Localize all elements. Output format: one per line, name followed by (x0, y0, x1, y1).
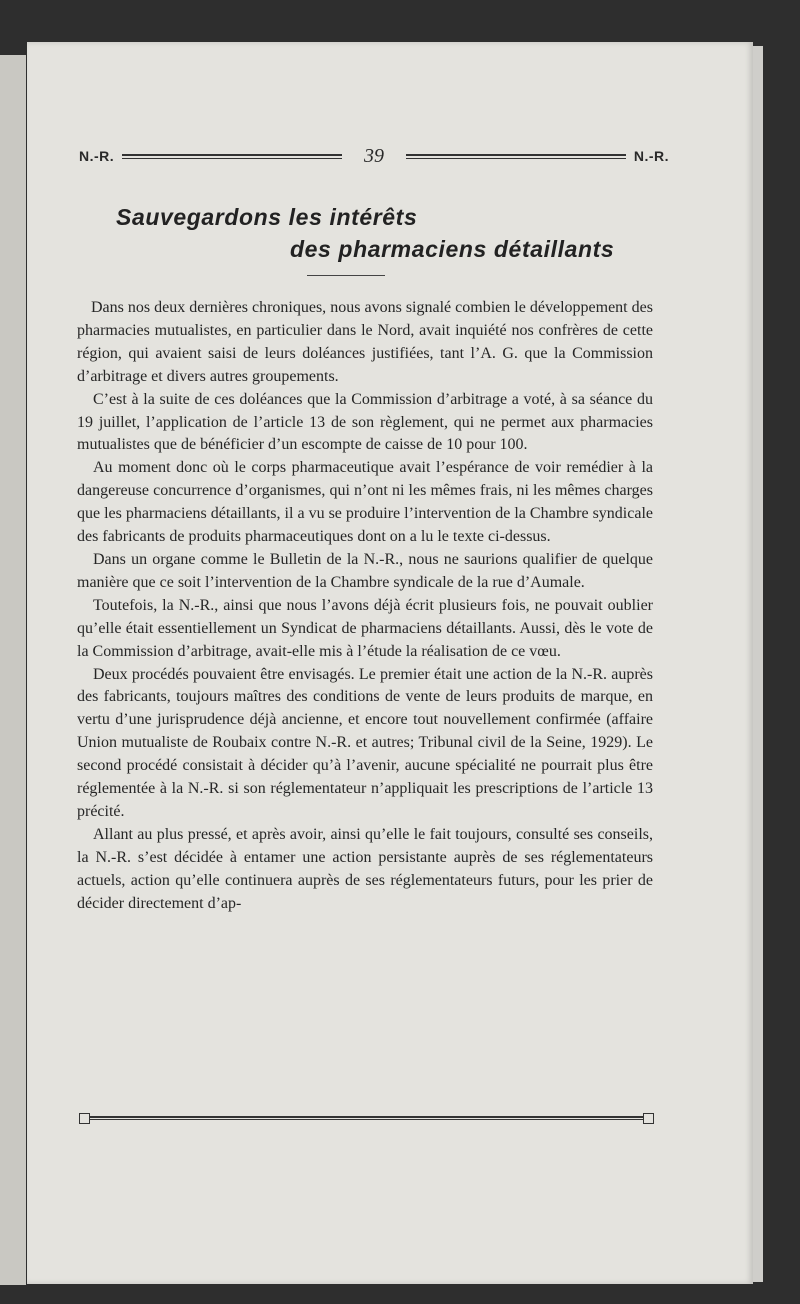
paragraph: Allant au plus pressé, et après avoir, ainsi qu’elle le fait toujours, consulté ses conseils, la N.-R. s’est décidée à entamer une action persistante auprès de ses réglementateurs actuels, action qu’elle continuera auprès de ses réglementateurs futurs, pour les prier de décider directement d’ap- (77, 825, 653, 912)
running-header (79, 144, 669, 168)
footer-rule (90, 1116, 643, 1120)
title-divider (307, 275, 385, 276)
title-line-2: des pharmaciens détaillants (290, 236, 615, 262)
footer-ornament (79, 1111, 654, 1125)
paragraph: Au moment donc où le corps pharmaceutique avait l’espérance de voir remédier à la dangereuse concurrence d’organismes, qui n’ont ni les mêmes frais, ni les mêmes charges que les pharmaciens détaillants, il a vu se produire l’intervention de la Chambre syndicale des fabricants de produits pharmaceutiques dont on a lu le texte ci-dessus. (77, 459, 653, 546)
title-line-1: Sauvegardons les intérêts (116, 204, 418, 230)
header-right-code: N.-R. (633, 148, 669, 164)
header-rule-left (122, 154, 342, 159)
article-body (77, 297, 653, 915)
page-edge (753, 46, 763, 1282)
previous-page-edge (0, 55, 26, 1285)
header-rule-right (406, 154, 626, 159)
paragraph: Dans un organe comme le Bulletin de la N.-R., nous ne saurions qualifier de quelque manière que ce soit l’intervention de la Chambre syndicale de la rue d’Aumale. (77, 550, 653, 591)
paragraph: C’est à la suite de ces doléances que la Commission d’arbitrage a voté, à sa séance du 19 juillet, l’application de l’article 13 de son règlement, qui ne permet aux pharmacies mutualistes que de bénéficier d’un escompte de caisse de 10 pour 100. (77, 390, 653, 454)
footer-square-left (79, 1113, 90, 1124)
footer-square-right (643, 1113, 654, 1124)
paragraph: Dans nos deux dernières chroniques, nous avons signalé combien le développement des pharmacies mutualistes, en particulier dans le Nord, avait inquiété nos confrères de cette région, qui avaient saisi de leurs doléances justifiées, tant l’A. G. que la Commission d’arbitrage et divers autres groupements. (77, 299, 653, 385)
header-left-code: N.-R. (79, 148, 115, 164)
page-number: 39 (364, 144, 384, 167)
paragraph: Toutefois, la N.-R., ainsi que nous l’avons déjà écrit plusieurs fois, ne pouvait oublier qu’elle était essentiellement un Syndicat de pharmaciens détaillants. Aussi, dès le vote de la Commission d’arbitrage, avait-elle mis à l’étude la réalisation de ce vœu. (77, 596, 653, 660)
paragraph: Deux procédés pouvaient être envisagés. Le premier était une action de la N.-R. auprès des fabricants, toujours maîtres des conditions de vente de leurs produits de marque, en vertu d’une jurisprudence déjà ancienne, et encore tout nouvellement confirmée (affaire Union mutualiste de Roubaix contre N.-R. et autres; Tribunal civil de la Seine, 1929). Le second procédé consistait à décider qu’à l’avenir, aucune spécialité ne pourrait plus être réglementée à la N.-R. si son réglementateur n’appliquait les prescriptions de l’article 13 précité. (77, 665, 653, 820)
